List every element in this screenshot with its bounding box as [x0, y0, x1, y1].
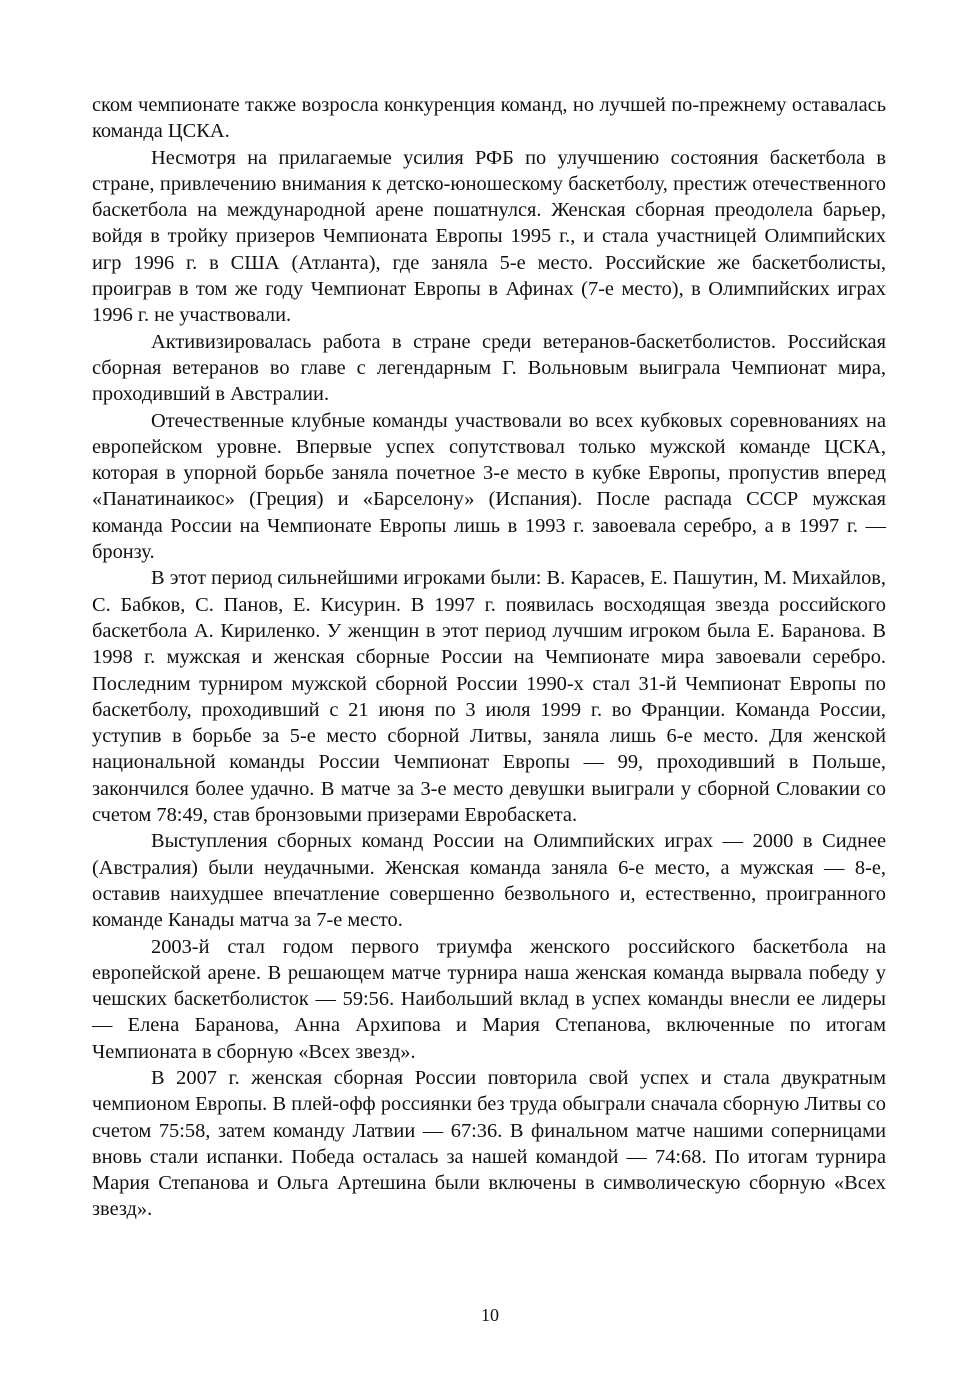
paragraph: 2003-й стал годом первого триумфа женского российского баскетбола на европейской арене. В решающем матче турнира наша женская команда вырвала победу у чешских баскетболисток — 59:56. Наибольший вклад в успех команды внесли ее лидеры — Елена Баранова, Анна Архипова и Мария Степанова, включенные по итогам Чемпионата в сборную «Всех звезд».: [92, 935, 886, 1063]
paragraph-continuation: ском чемпионате также возросла конкуренция команд, но лучшей по-прежнему оставалась команда ЦСКА.: [92, 94, 886, 143]
paragraph: Выступления сборных команд России на Олимпийских играх — 2000 в Сиднее (Австралия) были неудачными. Женская команда заняла 6-е место, а мужская — 8-е, оставив наихудшее впечатление совершенно безвольного и, естественно, проигранного команде Канады матча за 7-е место.: [92, 830, 886, 932]
paragraph: Активизировалась работа в стране среди ветеранов-баскетболистов. Российская сборная ветеранов во главе с легендарным Г. Вольновым выиграла Чемпионат мира, проходивший в Австралии.: [92, 330, 886, 406]
paragraph: Несмотря на прилагаемые усилия РФБ по улучшению состояния баскетбола в стране, привлечению внимания к детско-юношескому баскетболу, престиж отечественного баскетбола на международной арене пошатнулся. Женская сборная преодолела барьер, войдя в тройку призеров Чемпионата Европы 1995 г., и стала участницей Олимпийских игр 1996 г. в США (Атланта), где заняла 5-е место. Российские же баскетболисты, проиграв в том же году Чемпионат Европы в Афинах (7-е место), в Олимпийских играх 1996 г. не участвовали.: [92, 146, 886, 327]
paragraph: В 2007 г. женская сборная России повторила свой успех и стала двукратным чемпионом Европы. В плей-офф россиянки без труда обыграли сначала сборную Литвы со счетом 75:58, затем команду Латвии — 67:36. В финальном матче нашими соперницами вновь стали испанки. Победа осталась за нашей командой — 74:68. По итогам турнира Мария Степанова и Ольга Артешина были включены в символическую сборную «Всех звезд».: [92, 1066, 886, 1221]
page-number: 10: [481, 1305, 499, 1325]
paragraph: В этот период сильнейшими игроками были: В. Карасев, Е. Пашутин, М. Михайлов, С. Бабков, С. Панов, Е. Кисурин. В 1997 г. появилась восходящая звезда российского баскетбола А. Кириленко. У женщин в этот период лучшим игроком была Е. Баранова. В 1998 г. мужская и женская сборные России на Чемпионате мира завоевали серебро. Последним турниром мужской сборной России 1990-х стал 31-й Чемпионат Европы по баскетболу, проходивший с 21 июня по 3 июля 1999 г. во Франции. Команда России, уступив в борьбе за 5-е место сборной Литвы, заняла лишь 6-е место. Для женской национальной команды России Чемпионат Европы — 99, проходивший в Польше, закончился более удачно. В матче за 3-е место девушки выиграли у сборной Словакии со счетом 78:49, став бронзовыми призерами Евробаскета.: [92, 567, 886, 827]
page-body: [92, 92, 886, 1223]
paragraph: Отечественные клубные команды участвовали во всех кубковых соревнованиях на европейском уровне. Впервые успех сопутствовал только мужской команде ЦСКА, которая в упорной борьбе заняла почетное 3-е место в кубке Европы, пропустив вперед «Панатинаикос» (Греция) и «Барселону» (Испания). После распада СССР мужская команда России на Чемпионате Европы лишь в 1993 г. завоевала серебро, а в 1997 г. — бронзу.: [92, 409, 886, 564]
